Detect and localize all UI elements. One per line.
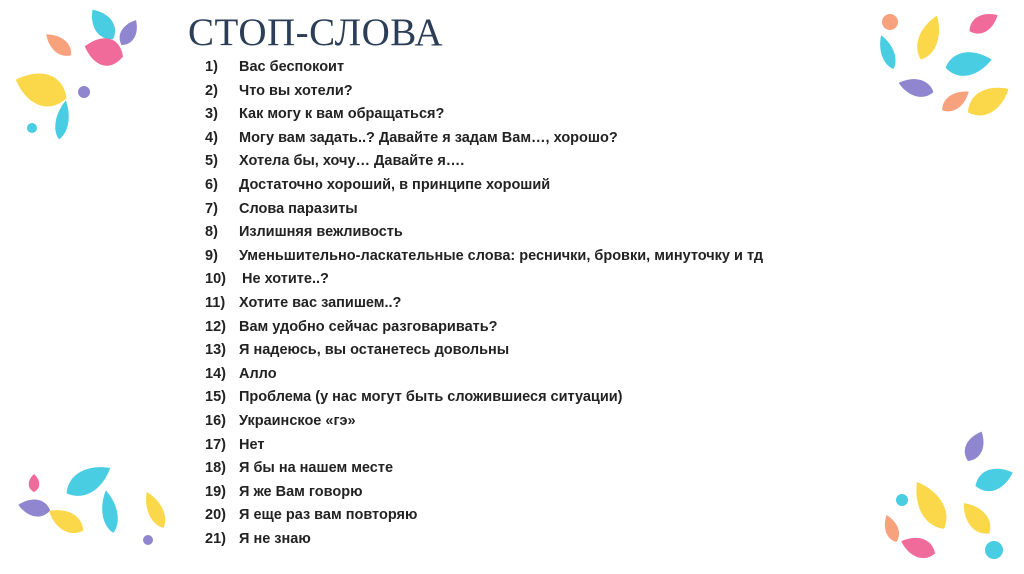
purple-dot [78,86,90,98]
item-text: Что вы хотели? [239,82,353,99]
item-number: 18) [205,460,226,477]
list-item [205,363,763,387]
peach-dot [882,14,898,30]
pink-drop [81,33,126,70]
item-number: 17) [205,436,226,453]
yellow-drop [912,12,946,62]
peach-drop [41,29,75,61]
item-text: Излишняя вежливость [239,224,403,241]
peach-drop [881,513,903,544]
item-number: 7) [205,200,218,217]
item-text: Слова паразиты [239,200,358,217]
yellow-drop-small [140,489,170,531]
item-number: 20) [205,507,226,524]
yellow-drop-small [962,79,1014,122]
list-item [205,150,763,174]
pink-drop [965,8,1001,39]
purple-drop [897,75,936,101]
item-text: Хотела бы, хочу… Давайте я…. [239,153,465,170]
item-text: Я же Вам говорю [239,483,363,500]
list-item [205,103,763,127]
list-item [205,316,763,340]
list-item [205,221,763,245]
item-text: Не хотите..? [242,271,329,288]
item-number: 3) [205,106,218,123]
item-number: 5) [205,153,218,170]
item-text: Я еще раз вам повторяю [239,507,418,524]
item-number: 13) [205,342,226,359]
list-item [205,434,763,458]
cyan-drop [972,463,1016,496]
list-item [205,410,763,434]
list-item [205,481,763,505]
item-number: 16) [205,412,226,429]
item-text: Я надеюсь, вы останетесь довольны [239,342,510,359]
item-number: 15) [205,389,226,406]
item-text: Вас беспокоит [239,59,345,75]
list-item [205,127,763,151]
list-item [205,198,763,222]
cyan-drop [875,33,899,71]
list-item [205,268,763,292]
list-item [205,457,763,481]
item-number: 6) [205,176,218,193]
yellow-drop-small [957,497,997,539]
pink-drop [898,532,938,562]
item-number: 19) [205,483,226,500]
item-text: Я бы на нашем месте [239,460,394,477]
stop-words-list [205,56,763,551]
cyan-drop-large [944,48,994,79]
item-text: Я не знаю [239,530,311,547]
bottom-right-splash [881,428,1017,562]
yellow-drop [907,476,954,534]
yellow-drop [44,503,88,539]
item-number: 21) [205,530,226,547]
purple-dot [143,535,153,545]
cyan-dot [896,494,908,506]
slide-title: СТОП-СЛОВА [188,11,444,54]
item-number: 14) [205,365,226,382]
purple-drop [960,428,989,464]
item-number: 12) [205,318,226,335]
item-number: 2) [205,82,218,99]
cyan-dot [27,123,37,133]
cyan-drop [85,4,121,44]
list-item [205,245,763,269]
list-item [205,528,763,552]
item-number: 9) [205,247,218,264]
item-number: 11) [205,294,226,311]
list-item [205,339,763,363]
cyan-dot-large [985,541,1003,559]
item-text: Украинское «гэ» [239,412,356,429]
item-text: Проблема (у нас могут быть сложившиеся ситуации) [239,389,623,406]
pink-drop-small [29,474,40,492]
item-text: Как могу к вам обращаться? [239,106,445,123]
item-text: Алло [239,365,277,382]
cyan-drop-small [53,99,72,140]
list-item [205,504,763,528]
item-text: Достаточно хороший, в принципе хороший [239,176,551,193]
purple-drop [115,16,142,48]
peach-drop [938,86,973,117]
item-text: Нет [239,436,265,453]
list-item [205,56,763,80]
yellow-drop [10,65,72,113]
purple-drop [17,497,52,519]
list-item [205,174,763,198]
item-number: 1) [205,59,218,75]
cyan-drop [61,458,116,503]
list-item [205,386,763,410]
item-number: 4) [205,129,218,146]
list-item [205,80,763,104]
item-number: 8) [205,224,218,241]
top-left-splash [10,4,142,140]
item-number: 10) [205,271,226,288]
item-text: Уменьшительно-ласкательные слова: реснички, бровки, минуточку и тд [239,247,764,264]
list-item [205,292,763,316]
item-text: Могу вам задать..? Давайте я задам Вам…, хорошо? [239,129,618,146]
item-text: Хотите вас запишем..? [239,294,402,311]
bottom-left-splash [17,458,170,545]
item-text: Вам удобно сейчас разговаривать? [239,318,498,335]
top-right-splash [875,8,1014,123]
cyan-drop-small [99,489,121,534]
